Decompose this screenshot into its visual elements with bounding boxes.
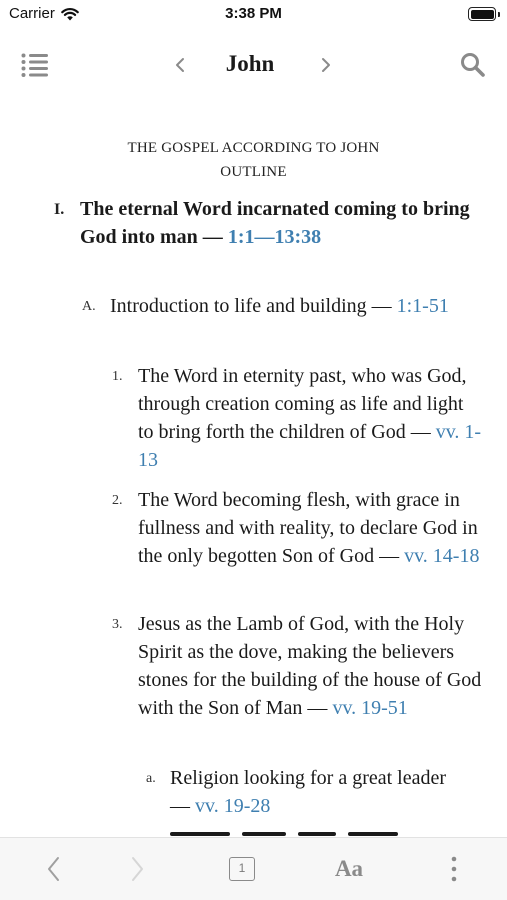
search-icon (458, 50, 488, 80)
page-number: 1 (238, 861, 246, 875)
outline-text: Jesus as the Lamb of God, with the Holy Spirit as the dove, making the believers stones for the building of the house of God with the Son of Man — (138, 613, 482, 719)
chevron-right-icon (316, 50, 336, 80)
clipped-text-line (170, 826, 430, 837)
more-vertical-icon (442, 854, 466, 884)
outline-marker: a. (146, 771, 156, 786)
verse-ref-link[interactable]: vv. 1-13 (138, 421, 482, 471)
outline-item-A (82, 292, 480, 320)
battery-icon (468, 7, 496, 21)
reader-content[interactable] (0, 100, 507, 837)
chevron-right-icon (125, 854, 149, 884)
outline-marker: 1. (112, 369, 123, 384)
outline-item-1 (112, 362, 483, 474)
menu-button[interactable] (20, 52, 50, 78)
search-button[interactable] (458, 50, 488, 80)
outline-item-I (54, 195, 480, 251)
outline-text: Introduction to life and building — (110, 295, 397, 317)
outline-item-2 (112, 486, 483, 570)
more-button[interactable] (442, 854, 466, 884)
book-subheading: OUTLINE (220, 164, 287, 180)
page-button[interactable] (229, 857, 255, 881)
bottom-toolbar (0, 837, 507, 900)
battery-cap (498, 12, 500, 17)
verse-ref-link[interactable]: 1:1—13:38 (227, 226, 322, 248)
book-heading: THE GOSPEL ACCORDING TO JOHN (127, 140, 380, 156)
outline-text: The Word becoming flesh, with grace in fullness and with reality, to declare God in the only begotten Son of God — (138, 489, 478, 567)
outline-marker: 3. (112, 617, 123, 632)
chevron-left-icon (42, 854, 66, 884)
book-header (0, 136, 507, 184)
verse-ref-link[interactable]: 1:1-51 (396, 295, 449, 317)
chevron-left-icon (170, 50, 190, 80)
outline-text: The Word in eternity past, who was God, through creation coming as life and light to bring forth the children of God — (138, 365, 467, 443)
verse-ref-link[interactable]: vv. 19-51 (332, 697, 408, 719)
nav-bar (0, 30, 507, 100)
font-settings-button[interactable]: Aa (334, 856, 364, 881)
status-bar (0, 0, 507, 30)
outline-item-3 (112, 610, 483, 722)
book-title: John (225, 51, 275, 76)
verse-ref-link[interactable]: vv. 14-18 (404, 545, 480, 567)
outline-marker: I. (54, 201, 65, 218)
list-icon (20, 52, 50, 78)
forward-button[interactable] (125, 854, 149, 884)
outline-marker: A. (82, 299, 96, 314)
outline-text: Religion looking for a great leader — (170, 767, 447, 817)
carrier-label: Carrier (9, 5, 55, 22)
outline-item-a (146, 764, 470, 820)
outline-text: The eternal Word incarnated coming to bring God into man — (80, 198, 470, 248)
next-book-button[interactable] (316, 50, 336, 80)
back-button[interactable] (42, 854, 66, 884)
status-time: 3:38 PM (225, 5, 282, 22)
prev-book-button[interactable] (170, 50, 190, 80)
outline-marker: 2. (112, 493, 123, 508)
verse-ref-link[interactable]: vv. 19-28 (195, 795, 271, 817)
